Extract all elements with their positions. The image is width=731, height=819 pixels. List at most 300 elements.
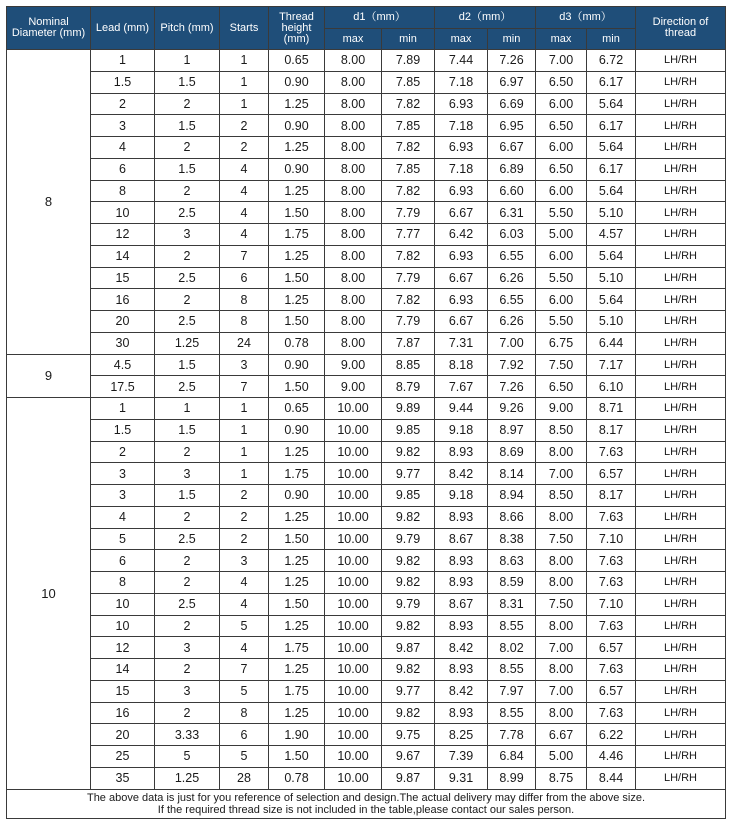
thread-height-cell: 1.25 bbox=[269, 572, 325, 594]
lead-cell: 4 bbox=[91, 137, 155, 159]
d2-min-cell: 6.84 bbox=[488, 746, 536, 768]
d3-min-cell: 6.10 bbox=[587, 376, 636, 398]
d2-min-cell: 6.55 bbox=[488, 245, 536, 267]
d1-max-cell: 8.00 bbox=[325, 180, 382, 202]
d1-min-cell: 7.82 bbox=[382, 180, 435, 202]
d3-max-cell: 8.00 bbox=[536, 659, 587, 681]
d2-min-cell: 6.26 bbox=[488, 311, 536, 333]
d2-min-cell: 8.38 bbox=[488, 528, 536, 550]
d3-max-cell: 7.50 bbox=[536, 528, 587, 550]
header-nominal-diameter: Nominal Diameter (mm) bbox=[7, 7, 91, 50]
pitch-cell: 3 bbox=[155, 224, 220, 246]
d2-min-cell: 7.00 bbox=[488, 332, 536, 354]
starts-cell: 4 bbox=[220, 180, 269, 202]
d1-min-cell: 9.87 bbox=[382, 767, 435, 789]
d3-min-cell: 6.44 bbox=[587, 332, 636, 354]
direction-cell: LH/RH bbox=[636, 680, 726, 702]
direction-cell: LH/RH bbox=[636, 485, 726, 507]
starts-cell: 4 bbox=[220, 224, 269, 246]
d2-max-cell: 8.42 bbox=[435, 637, 488, 659]
d2-min-cell: 8.69 bbox=[488, 441, 536, 463]
thread-height-cell: 1.25 bbox=[269, 137, 325, 159]
d2-max-cell: 7.44 bbox=[435, 50, 488, 72]
table-row bbox=[7, 398, 726, 420]
d1-max-cell: 10.00 bbox=[325, 680, 382, 702]
table-row bbox=[7, 224, 726, 246]
d1-min-cell: 7.79 bbox=[382, 202, 435, 224]
starts-cell: 7 bbox=[220, 376, 269, 398]
lead-cell: 35 bbox=[91, 767, 155, 789]
lead-cell: 8 bbox=[91, 180, 155, 202]
lead-cell: 1 bbox=[91, 50, 155, 72]
pitch-cell: 2 bbox=[155, 550, 220, 572]
starts-cell: 4 bbox=[220, 202, 269, 224]
d2-min-cell: 8.55 bbox=[488, 615, 536, 637]
direction-cell: LH/RH bbox=[636, 50, 726, 72]
header-d1-min: min bbox=[382, 29, 435, 50]
d3-min-cell: 4.46 bbox=[587, 746, 636, 768]
table-row bbox=[7, 180, 726, 202]
nominal-diameter-cell: 9 bbox=[7, 354, 91, 398]
d2-max-cell: 8.42 bbox=[435, 680, 488, 702]
d1-min-cell: 9.82 bbox=[382, 659, 435, 681]
d3-min-cell: 6.22 bbox=[587, 724, 636, 746]
direction-cell: LH/RH bbox=[636, 637, 726, 659]
table-header bbox=[7, 7, 726, 50]
d1-max-cell: 9.00 bbox=[325, 376, 382, 398]
table-row bbox=[7, 680, 726, 702]
lead-cell: 5 bbox=[91, 528, 155, 550]
table-row bbox=[7, 659, 726, 681]
d2-min-cell: 6.26 bbox=[488, 267, 536, 289]
d3-min-cell: 5.64 bbox=[587, 180, 636, 202]
d3-min-cell: 7.63 bbox=[587, 506, 636, 528]
header-d2-min: min bbox=[488, 29, 536, 50]
d3-min-cell: 7.63 bbox=[587, 615, 636, 637]
d3-max-cell: 8.00 bbox=[536, 550, 587, 572]
table-row bbox=[7, 724, 726, 746]
direction-cell: LH/RH bbox=[636, 158, 726, 180]
starts-cell: 1 bbox=[220, 441, 269, 463]
d1-max-cell: 10.00 bbox=[325, 419, 382, 441]
direction-cell: LH/RH bbox=[636, 528, 726, 550]
thread-spec-table bbox=[6, 6, 726, 819]
thread-height-cell: 0.90 bbox=[269, 115, 325, 137]
d3-min-cell: 7.63 bbox=[587, 659, 636, 681]
pitch-cell: 3 bbox=[155, 463, 220, 485]
d1-min-cell: 7.82 bbox=[382, 93, 435, 115]
lead-cell: 1.5 bbox=[91, 419, 155, 441]
direction-cell: LH/RH bbox=[636, 224, 726, 246]
direction-cell: LH/RH bbox=[636, 376, 726, 398]
direction-cell: LH/RH bbox=[636, 71, 726, 93]
d2-min-cell: 8.55 bbox=[488, 659, 536, 681]
starts-cell: 3 bbox=[220, 550, 269, 572]
d2-min-cell: 6.69 bbox=[488, 93, 536, 115]
starts-cell: 28 bbox=[220, 767, 269, 789]
starts-cell: 7 bbox=[220, 659, 269, 681]
pitch-cell: 1.5 bbox=[155, 115, 220, 137]
direction-cell: LH/RH bbox=[636, 137, 726, 159]
d2-max-cell: 7.18 bbox=[435, 71, 488, 93]
d3-min-cell: 8.17 bbox=[587, 419, 636, 441]
d1-max-cell: 8.00 bbox=[325, 115, 382, 137]
lead-cell: 12 bbox=[91, 224, 155, 246]
d1-min-cell: 9.87 bbox=[382, 637, 435, 659]
d1-min-cell: 7.89 bbox=[382, 50, 435, 72]
lead-cell: 2 bbox=[91, 93, 155, 115]
d2-max-cell: 7.39 bbox=[435, 746, 488, 768]
table-row bbox=[7, 463, 726, 485]
lead-cell: 15 bbox=[91, 680, 155, 702]
thread-height-cell: 1.50 bbox=[269, 376, 325, 398]
direction-cell: LH/RH bbox=[636, 332, 726, 354]
table-row bbox=[7, 289, 726, 311]
d1-max-cell: 10.00 bbox=[325, 767, 382, 789]
d2-min-cell: 7.26 bbox=[488, 376, 536, 398]
direction-cell: LH/RH bbox=[636, 115, 726, 137]
d3-min-cell: 6.17 bbox=[587, 115, 636, 137]
starts-cell: 1 bbox=[220, 93, 269, 115]
d1-min-cell: 8.79 bbox=[382, 376, 435, 398]
pitch-cell: 2 bbox=[155, 245, 220, 267]
thread-height-cell: 1.50 bbox=[269, 528, 325, 550]
pitch-cell: 1.5 bbox=[155, 419, 220, 441]
thread-height-cell: 1.25 bbox=[269, 441, 325, 463]
d2-max-cell: 8.18 bbox=[435, 354, 488, 376]
thread-height-cell: 1.25 bbox=[269, 180, 325, 202]
table-row bbox=[7, 50, 726, 72]
d1-max-cell: 10.00 bbox=[325, 659, 382, 681]
d2-min-cell: 9.26 bbox=[488, 398, 536, 420]
d1-max-cell: 10.00 bbox=[325, 550, 382, 572]
table-row bbox=[7, 702, 726, 724]
table-row bbox=[7, 202, 726, 224]
d2-max-cell: 6.93 bbox=[435, 93, 488, 115]
thread-height-cell: 1.75 bbox=[269, 637, 325, 659]
d3-max-cell: 5.50 bbox=[536, 202, 587, 224]
thread-height-cell: 1.75 bbox=[269, 224, 325, 246]
d3-max-cell: 5.00 bbox=[536, 746, 587, 768]
d2-max-cell: 8.93 bbox=[435, 572, 488, 594]
d1-max-cell: 8.00 bbox=[325, 93, 382, 115]
direction-cell: LH/RH bbox=[636, 289, 726, 311]
lead-cell: 10 bbox=[91, 615, 155, 637]
d3-min-cell: 6.17 bbox=[587, 71, 636, 93]
d3-max-cell: 6.00 bbox=[536, 93, 587, 115]
d3-max-cell: 6.50 bbox=[536, 71, 587, 93]
lead-cell: 6 bbox=[91, 158, 155, 180]
d3-min-cell: 5.64 bbox=[587, 289, 636, 311]
d2-min-cell: 7.78 bbox=[488, 724, 536, 746]
d2-min-cell: 6.95 bbox=[488, 115, 536, 137]
starts-cell: 4 bbox=[220, 593, 269, 615]
footer-note-line-2: If the required thread size is not included in the table,please contact our sales person. bbox=[157, 803, 575, 816]
pitch-cell: 2 bbox=[155, 441, 220, 463]
d2-min-cell: 7.97 bbox=[488, 680, 536, 702]
lead-cell: 25 bbox=[91, 746, 155, 768]
thread-height-cell: 1.25 bbox=[269, 702, 325, 724]
direction-cell: LH/RH bbox=[636, 593, 726, 615]
d1-max-cell: 10.00 bbox=[325, 463, 382, 485]
starts-cell: 2 bbox=[220, 506, 269, 528]
d1-min-cell: 7.79 bbox=[382, 311, 435, 333]
d2-max-cell: 8.67 bbox=[435, 528, 488, 550]
thread-height-cell: 1.25 bbox=[269, 289, 325, 311]
d1-min-cell: 9.82 bbox=[382, 615, 435, 637]
d2-max-cell: 8.93 bbox=[435, 441, 488, 463]
d2-max-cell: 7.67 bbox=[435, 376, 488, 398]
d3-max-cell: 5.50 bbox=[536, 267, 587, 289]
d2-min-cell: 8.31 bbox=[488, 593, 536, 615]
d3-min-cell: 6.57 bbox=[587, 463, 636, 485]
thread-height-cell: 1.25 bbox=[269, 659, 325, 681]
d1-max-cell: 8.00 bbox=[325, 202, 382, 224]
lead-cell: 16 bbox=[91, 702, 155, 724]
lead-cell: 17.5 bbox=[91, 376, 155, 398]
d3-min-cell: 8.71 bbox=[587, 398, 636, 420]
d2-max-cell: 7.18 bbox=[435, 115, 488, 137]
starts-cell: 2 bbox=[220, 485, 269, 507]
header-d2-max: max bbox=[435, 29, 488, 50]
d1-max-cell: 8.00 bbox=[325, 245, 382, 267]
d1-min-cell: 9.89 bbox=[382, 398, 435, 420]
d3-min-cell: 6.57 bbox=[587, 637, 636, 659]
pitch-cell: 2 bbox=[155, 93, 220, 115]
starts-cell: 1 bbox=[220, 50, 269, 72]
thread-height-cell: 1.50 bbox=[269, 593, 325, 615]
d2-max-cell: 8.42 bbox=[435, 463, 488, 485]
table-row bbox=[7, 550, 726, 572]
d2-min-cell: 8.55 bbox=[488, 702, 536, 724]
thread-height-cell: 0.90 bbox=[269, 354, 325, 376]
d1-min-cell: 7.87 bbox=[382, 332, 435, 354]
d1-max-cell: 8.00 bbox=[325, 158, 382, 180]
direction-cell: LH/RH bbox=[636, 180, 726, 202]
table-row bbox=[7, 267, 726, 289]
starts-cell: 6 bbox=[220, 724, 269, 746]
starts-cell: 24 bbox=[220, 332, 269, 354]
d2-max-cell: 6.93 bbox=[435, 137, 488, 159]
pitch-cell: 1.5 bbox=[155, 485, 220, 507]
table-row bbox=[7, 115, 726, 137]
pitch-cell: 1.5 bbox=[155, 71, 220, 93]
header-d3-max: max bbox=[536, 29, 587, 50]
d1-max-cell: 8.00 bbox=[325, 71, 382, 93]
table-row bbox=[7, 528, 726, 550]
d3-min-cell: 5.64 bbox=[587, 93, 636, 115]
thread-height-cell: 1.25 bbox=[269, 93, 325, 115]
table-row bbox=[7, 137, 726, 159]
d2-min-cell: 8.14 bbox=[488, 463, 536, 485]
d1-max-cell: 10.00 bbox=[325, 506, 382, 528]
d1-min-cell: 9.79 bbox=[382, 593, 435, 615]
d3-max-cell: 8.00 bbox=[536, 572, 587, 594]
thread-height-cell: 1.50 bbox=[269, 202, 325, 224]
d3-max-cell: 6.00 bbox=[536, 137, 587, 159]
d2-max-cell: 9.18 bbox=[435, 419, 488, 441]
d2-max-cell: 6.93 bbox=[435, 180, 488, 202]
d3-min-cell: 7.10 bbox=[587, 593, 636, 615]
d2-max-cell: 8.25 bbox=[435, 724, 488, 746]
thread-height-cell: 1.50 bbox=[269, 267, 325, 289]
d3-max-cell: 7.50 bbox=[536, 593, 587, 615]
d3-max-cell: 7.50 bbox=[536, 354, 587, 376]
d1-max-cell: 10.00 bbox=[325, 724, 382, 746]
d3-max-cell: 6.50 bbox=[536, 115, 587, 137]
starts-cell: 4 bbox=[220, 158, 269, 180]
nominal-diameter-cell: 10 bbox=[7, 398, 91, 790]
d3-min-cell: 5.10 bbox=[587, 267, 636, 289]
pitch-cell: 2.5 bbox=[155, 267, 220, 289]
starts-cell: 7 bbox=[220, 245, 269, 267]
starts-cell: 8 bbox=[220, 311, 269, 333]
d1-max-cell: 9.00 bbox=[325, 354, 382, 376]
header-d1-max: max bbox=[325, 29, 382, 50]
direction-cell: LH/RH bbox=[636, 267, 726, 289]
d1-max-cell: 8.00 bbox=[325, 267, 382, 289]
d3-max-cell: 6.50 bbox=[536, 158, 587, 180]
d1-max-cell: 10.00 bbox=[325, 637, 382, 659]
lead-cell: 14 bbox=[91, 659, 155, 681]
d3-min-cell: 6.57 bbox=[587, 680, 636, 702]
table-row bbox=[7, 485, 726, 507]
lead-cell: 10 bbox=[91, 202, 155, 224]
lead-cell: 4.5 bbox=[91, 354, 155, 376]
d1-max-cell: 10.00 bbox=[325, 485, 382, 507]
thread-height-cell: 0.78 bbox=[269, 332, 325, 354]
starts-cell: 1 bbox=[220, 419, 269, 441]
d1-min-cell: 7.82 bbox=[382, 289, 435, 311]
direction-cell: LH/RH bbox=[636, 93, 726, 115]
d1-min-cell: 9.77 bbox=[382, 463, 435, 485]
header-thread-height: Thread height (mm) bbox=[269, 7, 325, 50]
d1-min-cell: 9.82 bbox=[382, 572, 435, 594]
d2-min-cell: 6.89 bbox=[488, 158, 536, 180]
table-row bbox=[7, 767, 726, 789]
direction-cell: LH/RH bbox=[636, 746, 726, 768]
d2-min-cell: 6.97 bbox=[488, 71, 536, 93]
header-pitch: Pitch (mm) bbox=[155, 7, 220, 50]
d2-max-cell: 8.93 bbox=[435, 550, 488, 572]
table-row bbox=[7, 419, 726, 441]
thread-height-cell: 1.90 bbox=[269, 724, 325, 746]
d3-max-cell: 6.67 bbox=[536, 724, 587, 746]
d2-min-cell: 7.26 bbox=[488, 50, 536, 72]
d3-max-cell: 8.00 bbox=[536, 441, 587, 463]
thread-height-cell: 0.78 bbox=[269, 767, 325, 789]
table-row bbox=[7, 637, 726, 659]
starts-cell: 3 bbox=[220, 354, 269, 376]
d3-max-cell: 9.00 bbox=[536, 398, 587, 420]
direction-cell: LH/RH bbox=[636, 724, 726, 746]
d1-min-cell: 9.79 bbox=[382, 528, 435, 550]
starts-cell: 1 bbox=[220, 71, 269, 93]
starts-cell: 2 bbox=[220, 137, 269, 159]
d3-max-cell: 6.00 bbox=[536, 180, 587, 202]
direction-cell: LH/RH bbox=[636, 550, 726, 572]
table-row bbox=[7, 506, 726, 528]
d3-max-cell: 8.50 bbox=[536, 419, 587, 441]
d2-min-cell: 6.03 bbox=[488, 224, 536, 246]
pitch-cell: 1.5 bbox=[155, 354, 220, 376]
starts-cell: 5 bbox=[220, 680, 269, 702]
starts-cell: 1 bbox=[220, 398, 269, 420]
d1-max-cell: 10.00 bbox=[325, 593, 382, 615]
direction-cell: LH/RH bbox=[636, 702, 726, 724]
d2-max-cell: 7.31 bbox=[435, 332, 488, 354]
lead-cell: 3 bbox=[91, 485, 155, 507]
d3-max-cell: 7.00 bbox=[536, 680, 587, 702]
d2-max-cell: 9.18 bbox=[435, 485, 488, 507]
starts-cell: 4 bbox=[220, 637, 269, 659]
lead-cell: 1 bbox=[91, 398, 155, 420]
table-row bbox=[7, 332, 726, 354]
d2-max-cell: 6.42 bbox=[435, 224, 488, 246]
d1-min-cell: 9.75 bbox=[382, 724, 435, 746]
d1-min-cell: 7.79 bbox=[382, 267, 435, 289]
lead-cell: 2 bbox=[91, 441, 155, 463]
d2-min-cell: 7.92 bbox=[488, 354, 536, 376]
d3-min-cell: 7.63 bbox=[587, 572, 636, 594]
d3-max-cell: 8.00 bbox=[536, 615, 587, 637]
nominal-diameter-cell: 8 bbox=[7, 50, 91, 355]
thread-height-cell: 0.90 bbox=[269, 158, 325, 180]
table-row bbox=[7, 93, 726, 115]
header-starts: Starts bbox=[220, 7, 269, 50]
d1-min-cell: 9.85 bbox=[382, 485, 435, 507]
lead-cell: 10 bbox=[91, 593, 155, 615]
thread-height-cell: 0.65 bbox=[269, 398, 325, 420]
d2-min-cell: 8.66 bbox=[488, 506, 536, 528]
d3-max-cell: 5.50 bbox=[536, 311, 587, 333]
pitch-cell: 2 bbox=[155, 506, 220, 528]
d1-max-cell: 10.00 bbox=[325, 702, 382, 724]
pitch-cell: 1.5 bbox=[155, 158, 220, 180]
direction-cell: LH/RH bbox=[636, 572, 726, 594]
starts-cell: 1 bbox=[220, 463, 269, 485]
table-row bbox=[7, 354, 726, 376]
table-row bbox=[7, 441, 726, 463]
d1-max-cell: 8.00 bbox=[325, 137, 382, 159]
pitch-cell: 3 bbox=[155, 637, 220, 659]
thread-height-cell: 1.25 bbox=[269, 615, 325, 637]
pitch-cell: 2 bbox=[155, 137, 220, 159]
pitch-cell: 1.25 bbox=[155, 332, 220, 354]
header-d2: d2（mm） bbox=[435, 7, 536, 29]
d3-min-cell: 5.64 bbox=[587, 137, 636, 159]
d3-max-cell: 6.00 bbox=[536, 245, 587, 267]
direction-cell: LH/RH bbox=[636, 202, 726, 224]
starts-cell: 4 bbox=[220, 572, 269, 594]
d1-min-cell: 7.82 bbox=[382, 245, 435, 267]
d1-min-cell: 7.85 bbox=[382, 115, 435, 137]
pitch-cell: 2 bbox=[155, 180, 220, 202]
d3-max-cell: 6.50 bbox=[536, 376, 587, 398]
table-row bbox=[7, 71, 726, 93]
thread-height-cell: 1.25 bbox=[269, 245, 325, 267]
d1-max-cell: 10.00 bbox=[325, 398, 382, 420]
d2-max-cell: 8.93 bbox=[435, 615, 488, 637]
direction-cell: LH/RH bbox=[636, 463, 726, 485]
table-row bbox=[7, 311, 726, 333]
d3-min-cell: 6.17 bbox=[587, 158, 636, 180]
thread-height-cell: 0.90 bbox=[269, 419, 325, 441]
d2-max-cell: 6.93 bbox=[435, 245, 488, 267]
d3-max-cell: 7.00 bbox=[536, 637, 587, 659]
starts-cell: 6 bbox=[220, 267, 269, 289]
d1-min-cell: 8.85 bbox=[382, 354, 435, 376]
